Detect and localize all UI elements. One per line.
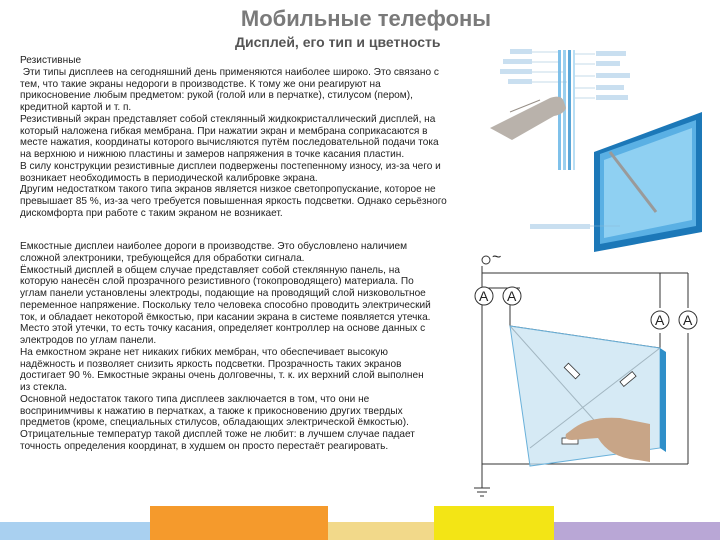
capacitive-line: которую нанесён слой прозрачного резистивного (токопроводящего) материала. По — [20, 276, 414, 288]
capacitive-line: Отрицательные температур такой дисплей тоже не любит: в лучшем случае падает — [20, 429, 415, 440]
capacitive-line: Емкостные дисплеи наиболее дороги в производстве. Это обусловлено наличием — [20, 241, 408, 252]
capacitive-line: углам панели установлены электроды, подающие на проводящий слой низковольтное — [20, 288, 426, 299]
page-title: Мобильные телефоны — [240, 6, 492, 31]
ammeter-3-label: A — [655, 312, 665, 328]
footer-band-yellow — [434, 506, 554, 540]
resistive-screen-diagram — [470, 42, 716, 252]
resistive-line: кредитной картой и т. п. — [20, 102, 132, 113]
footer-band-purple — [553, 522, 720, 540]
resistive-line: месте нажатия, координаты которого вычисляются путём последовательной подачи тока — [20, 137, 439, 149]
capacitive-line: предметов (кроме, специальных стилусов, обладающих электрической ёмкостью). — [20, 417, 409, 429]
resistive-line: прикосновение любым предметом: рукой (голой или в перчатке), стилусом (пером), — [20, 90, 413, 102]
footer-band-orange — [150, 506, 328, 540]
resistive-line: Резистивные — [20, 55, 82, 66]
resistive-line: тем, что такие экраны недороги в производстве. К тому же они реагируют на — [20, 78, 381, 90]
capacitive-line: сложной электроники, требующейся для обработки сигнала. — [20, 252, 305, 264]
ammeter-1-label: A — [479, 288, 489, 304]
resistive-line: превышает 85 %, из-за чего требуется повышенная яркость подсветки. Однако серьёзного — [20, 196, 447, 207]
page-subtitle: Дисплей, его тип и цветность — [235, 34, 441, 50]
capacitive-line: Основной недостаток такого типа дисплеев заключается в том, что они не — [20, 393, 370, 405]
resistive-line: Другим недостатком такого типа экранов является низкое светопропускание, которое не — [20, 184, 436, 196]
capacitive-line: надёжность и позволяет снизить яркость подсветки. Прозрачность таких экранов — [20, 358, 402, 370]
resistive-line: Резистивный экран представляет собой стеклянный жидкокристаллический дисплей, на — [20, 113, 436, 125]
layer-bottom — [568, 50, 571, 170]
ac-source-icon — [482, 256, 490, 264]
resistive-line: Эти типы дисплеев на сегодняшний день применяются наиболее широко. Это связано с — [20, 66, 439, 78]
capacitive-line: из стекла. — [20, 382, 68, 393]
resistive-line: возникает необходимость в периодической калибровке экрана. — [20, 172, 318, 184]
ammeter-2-label: A — [507, 288, 517, 304]
ammeter-4-label: A — [683, 312, 693, 328]
layer-glass — [573, 50, 575, 170]
capacitive-text — [20, 241, 440, 453]
resistive-line: на верхнюю и нижнюю пластины и замеров напряжения в точке касания пластин. — [20, 149, 405, 160]
capacitive-line: Место этой утечки, то есть точку касания, определяет контроллер на основе данных с — [20, 323, 426, 335]
resistive-line: дискомфорта при работе с таким экраном не возникает. — [20, 207, 283, 219]
capacitive-line: Ёмкостный дисплей в общем случае представляет собой стеклянную панель, на — [20, 264, 400, 276]
finger-illustration — [490, 97, 566, 140]
ac-symbol: ~ — [492, 249, 502, 266]
capacitive-line: На емкостном экране нет никаких гибких мембран, что обеспечивает высокую — [20, 346, 388, 358]
capacitive-screen-diagram — [470, 248, 716, 506]
capacitive-line: воспринимчивы к нажатию в перчатках, а также к прикосновению других твердых — [20, 405, 403, 417]
capacitive-line: достигает 90 %. Емкостные экраны очень долговечны, т. к. их верхний слой выполнен — [20, 370, 424, 382]
capacitive-line: электродов по углам панели. — [20, 335, 157, 346]
capacitive-line: ток, и обладает некоторой ёмкостью, при касании экрана в системе появляется утечка. — [20, 311, 431, 323]
resistive-text — [20, 55, 450, 220]
resistive-line: который наложена гибкая мембрана. При нажатии экран и мембрана соприкасаются в — [20, 125, 428, 137]
resistive-line: В силу конструкции резистивные дисплеи подвержены постепенному износу, из-за чего и — [20, 160, 441, 172]
footer-band-beige — [326, 522, 438, 540]
capacitive-line: переменное напряжение. Поскольку тело человека способно проводить электрический — [20, 299, 431, 311]
capacitive-line: точность определения координат, в худшем он просто перестаёт реагировать. — [20, 440, 389, 452]
